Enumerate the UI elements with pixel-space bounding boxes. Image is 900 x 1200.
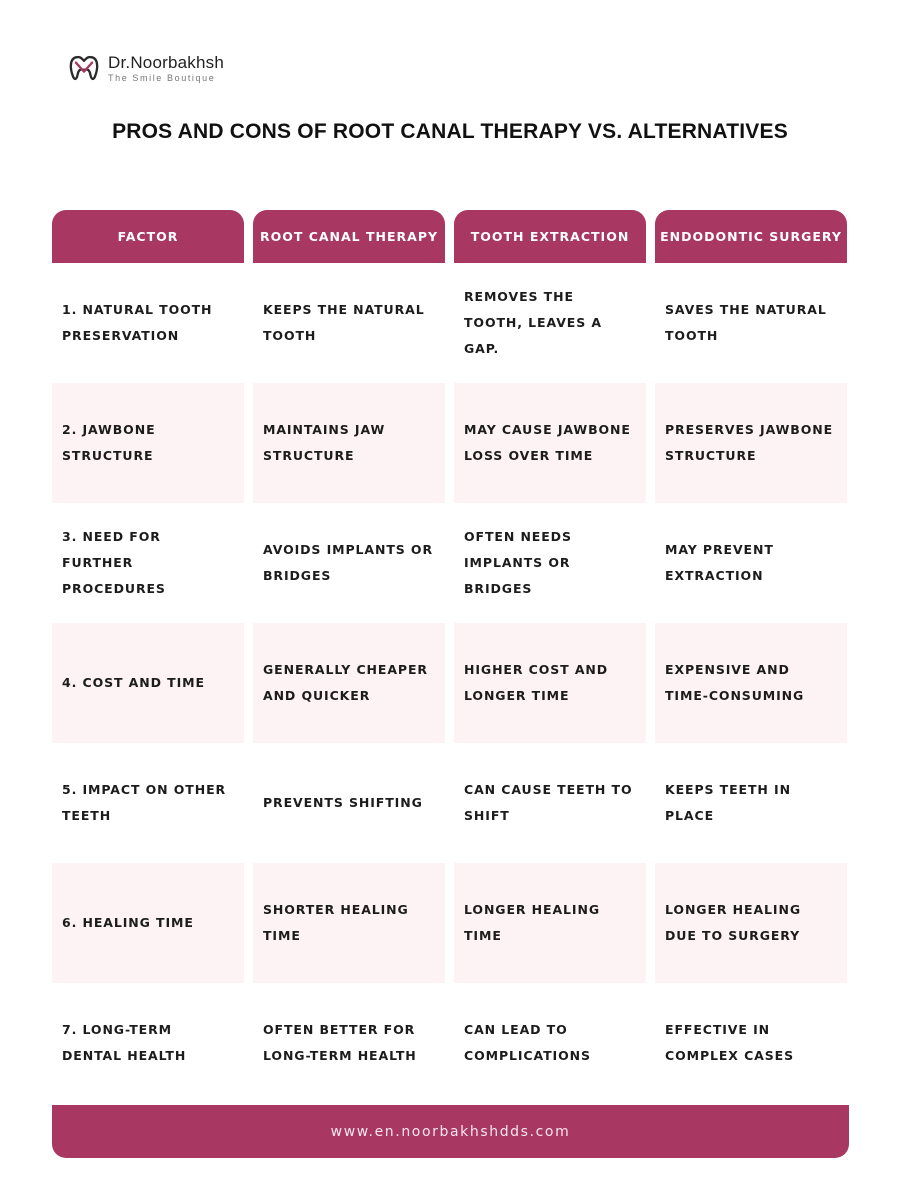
header-tooth-extraction: TOOTH EXTRACTION bbox=[454, 210, 646, 263]
factor-cell: 7. LONG-TERM DENTAL HEALTH bbox=[62, 1022, 187, 1063]
factor-cell: 4. COST AND TIME bbox=[52, 623, 244, 743]
factor-cell: 3. NEED FOR FURTHER PROCEDURES bbox=[62, 529, 166, 596]
table-cell: HIGHER COST AND LONGER TIME bbox=[454, 623, 646, 743]
table-row bbox=[52, 263, 849, 383]
table-cell: MAY PREVENT EXTRACTION bbox=[665, 542, 774, 583]
footer-bar bbox=[52, 1105, 849, 1158]
table-cell: KEEPS THE NATURAL TOOTH bbox=[263, 302, 425, 343]
table-cell: OFTEN BETTER FOR LONG-TERM HEALTH bbox=[263, 1022, 417, 1063]
table-cell: PREVENTS SHIFTING bbox=[263, 795, 423, 810]
factor-cell: 2. JAWBONE STRUCTURE bbox=[52, 383, 244, 503]
table-header-row bbox=[52, 210, 849, 263]
table-row bbox=[52, 623, 849, 743]
tooth-logo-icon bbox=[66, 50, 102, 86]
table-cell: CAN CAUSE TEETH TO SHIFT bbox=[464, 782, 633, 823]
website-link[interactable]: www.en.noorbakhshdds.com bbox=[330, 1123, 571, 1140]
table-cell: MAY CAUSE JAWBONE LOSS OVER TIME bbox=[454, 383, 646, 503]
brand-name: Dr.Noorbakhsh bbox=[108, 52, 224, 72]
table-cell: REMOVES THE TOOTH, LEAVES A GAP. bbox=[464, 289, 602, 356]
table-cell: SAVES THE NATURAL TOOTH bbox=[665, 302, 827, 343]
table-row bbox=[52, 863, 849, 983]
table-cell: KEEPS TEETH IN PLACE bbox=[665, 782, 791, 823]
table-row bbox=[52, 743, 849, 863]
page-title: PROS AND CONS OF ROOT CANAL THERAPY VS. ALTERNATIVES bbox=[112, 120, 788, 143]
table-cell: EFFECTIVE IN COMPLEX CASES bbox=[665, 1022, 794, 1063]
table-cell: EXPENSIVE AND TIME-CONSUMING bbox=[655, 623, 847, 743]
table-cell: SHORTER HEALING TIME bbox=[253, 863, 445, 983]
header-root-canal-therapy: ROOT CANAL THERAPY bbox=[253, 210, 445, 263]
table-row bbox=[52, 983, 849, 1103]
table-cell: GENERALLY CHEAPER AND QUICKER bbox=[253, 623, 445, 743]
table-cell: LONGER HEALING TIME bbox=[454, 863, 646, 983]
table-cell: PRESERVES JAWBONE STRUCTURE bbox=[655, 383, 847, 503]
brand-logo bbox=[66, 50, 224, 86]
comparison-table bbox=[52, 210, 849, 1103]
header-endodontic-surgery: ENDODONTIC SURGERY bbox=[655, 210, 847, 263]
brand-tagline: The Smile Boutique bbox=[108, 72, 216, 83]
table-cell: OFTEN NEEDS IMPLANTS OR BRIDGES bbox=[464, 529, 572, 596]
table-cell: AVOIDS IMPLANTS OR BRIDGES bbox=[263, 542, 433, 583]
factor-cell: 1. NATURAL TOOTH PRESERVATION bbox=[62, 302, 213, 343]
table-cell: MAINTAINS JAW STRUCTURE bbox=[253, 383, 445, 503]
table-cell: LONGER HEALING DUE TO SURGERY bbox=[655, 863, 847, 983]
factor-cell: 6. HEALING TIME bbox=[52, 863, 244, 983]
table-row bbox=[52, 383, 849, 503]
table-cell: CAN LEAD TO COMPLICATIONS bbox=[464, 1022, 591, 1063]
table-row bbox=[52, 503, 849, 623]
header-factor: FACTOR bbox=[52, 210, 244, 263]
factor-cell: 5. IMPACT ON OTHER TEETH bbox=[62, 782, 227, 823]
